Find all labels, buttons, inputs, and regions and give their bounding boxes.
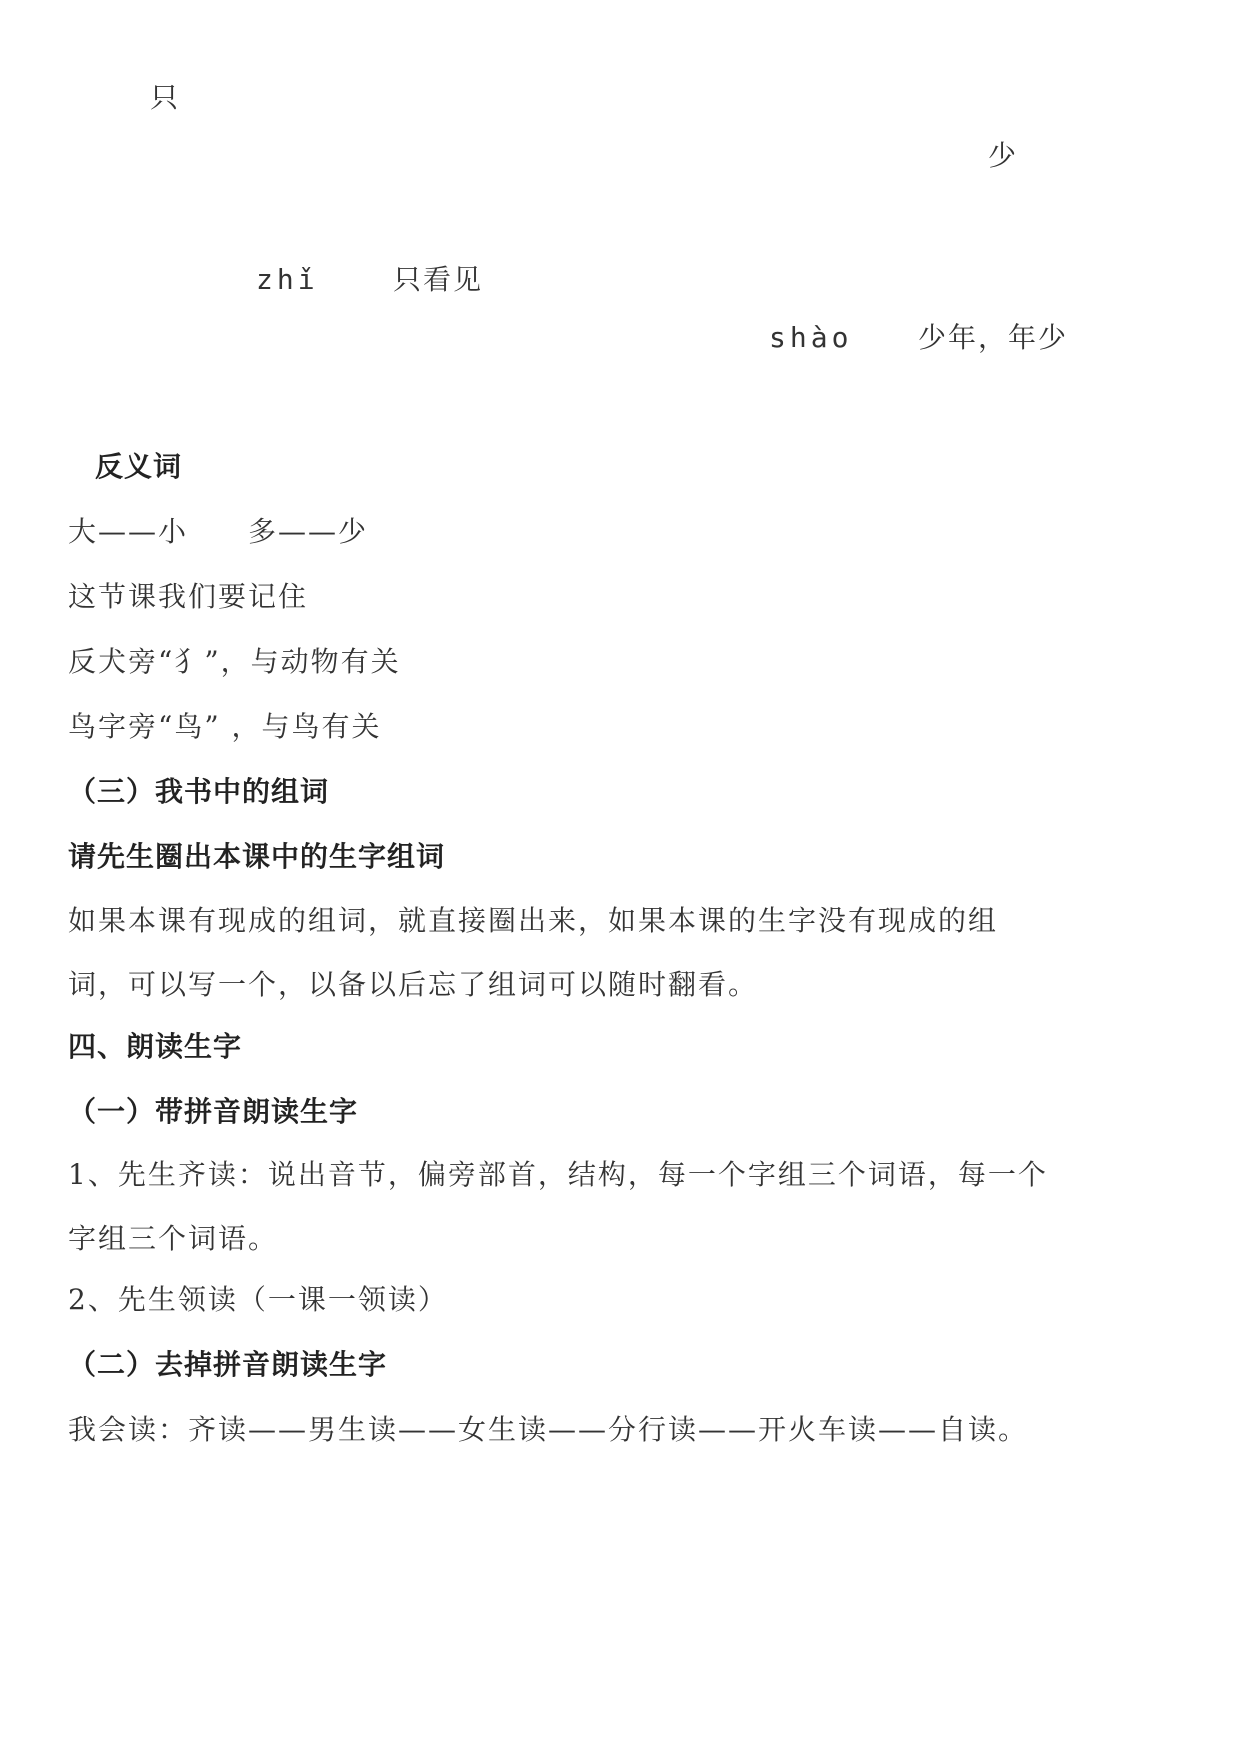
word-shao: 少年，年少 [918, 321, 1069, 354]
section4-item1: 1、先生齐读：说出音节，偏旁部首，结构，每一个字组三个词语，每一个字组三个词语。 [68, 1158, 1048, 1255]
antonym-pairs: 大——小 多——少 [68, 515, 369, 548]
pinyin-zhi: zhǐ [256, 263, 319, 296]
pinyin-shao: shào [769, 321, 853, 354]
section4-sub2: （二）去掉拼音朗读生字 [68, 1348, 388, 1381]
section3-heading: （三）我书中的组词 [68, 775, 330, 808]
section3-paragraph: 如果本课有现成的组词，就直接圈出来，如果本课的生字没有现成的组词，可以写一个，以备以后忘了组词可以随时翻看。 [68, 904, 999, 1001]
remember-intro: 这节课我们要记住 [68, 580, 309, 613]
section4-sub1: （一）带拼音朗读生字 [68, 1095, 359, 1128]
section4-heading: 四、朗读生字 [68, 1030, 243, 1063]
char-zhi: 只 [150, 81, 181, 114]
section4-item3: 我会读：齐读——男生读——女生读——分行读——开火车读——自读。 [68, 1413, 1029, 1446]
word-zhi: 只看见 [393, 263, 484, 296]
char-shao: 少 [988, 139, 1019, 172]
section4-item2: 2、先生领读（一课一领读） [68, 1283, 448, 1316]
antonyms-heading: 反义词 [95, 450, 183, 483]
remember-line-2: 鸟字旁“鸟” ，与鸟有关 [68, 710, 382, 743]
section3-subheading: 请先生圈出本课中的生字组词 [68, 840, 446, 873]
remember-line-1: 反犬旁“犭”，与动物有关 [68, 645, 401, 678]
